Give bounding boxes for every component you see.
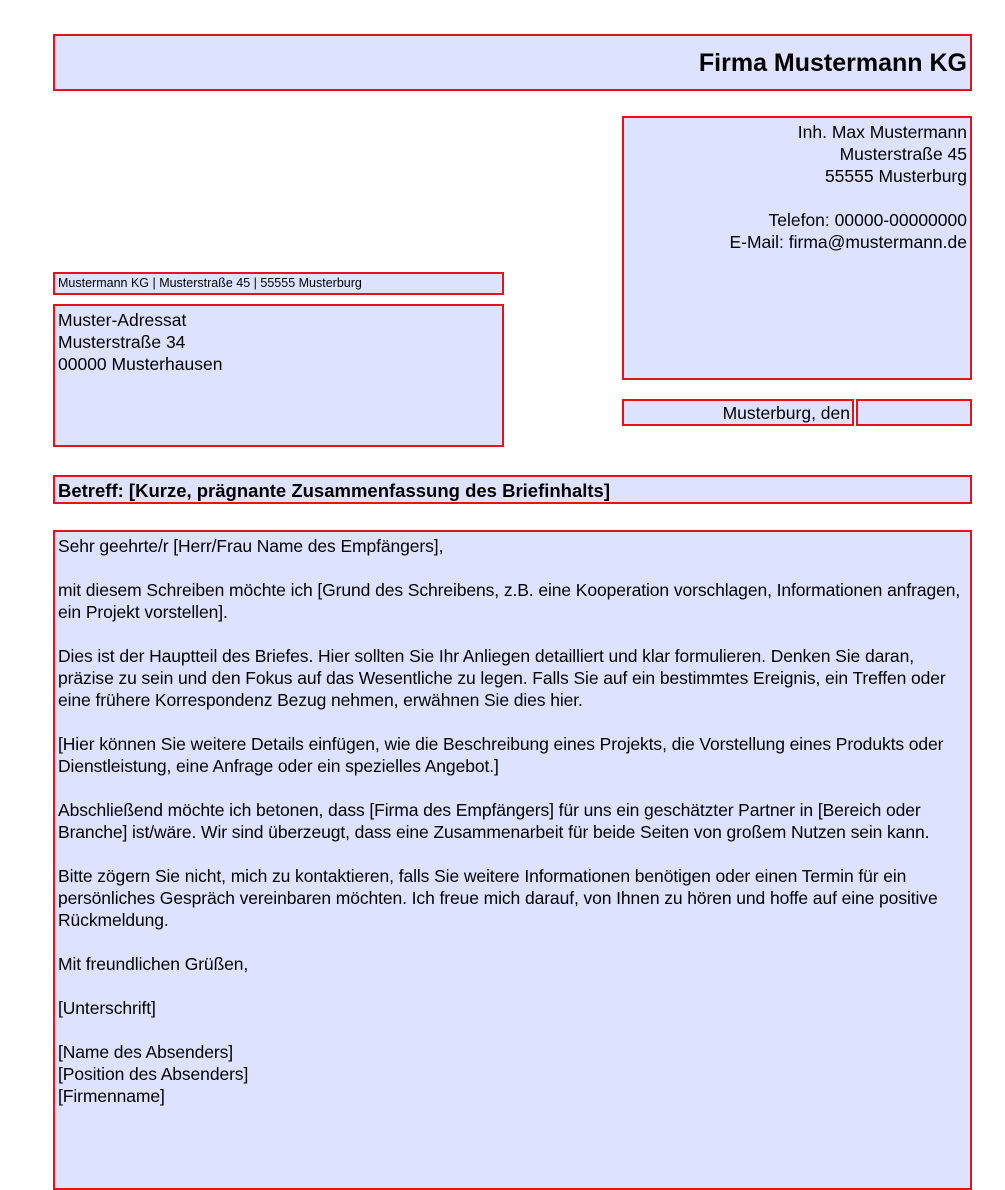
company-name: Firma Mustermann KG [698,49,967,77]
sender-position-placeholder: [Position des Absenders] [58,1064,249,1084]
sender-owner: Inh. Max Mustermann [797,122,967,142]
sender-spacer [624,187,967,209]
signature-placeholder: [Unterschrift] [58,998,156,1018]
body-paragraph: Bitte zögern Sie nicht, mich zu kontaktieren, falls Sie weitere Informationen benötigen oder einen Termin für ein persönliches Gespräch vereinbaren möchten. Ich freue mich darauf, von Ihnen zu hören und hoffe auf eine positive Rückmeldung. [58,866,938,930]
body-paragraph: mit diesem Schreiben möchte ich [Grund des Schreibens, z.B. eine Kooperation vorschlagen, Informationen anfragen, ein Projekt vorstellen]. [58,580,961,622]
sender-email: E-Mail: firma@mustermann.de [729,232,967,252]
letter-body-field[interactable] [53,530,972,1190]
sender-company-placeholder: [Firmenname] [58,1086,165,1106]
subject-text: Betreff: [Kurze, prägnante Zusammenfassung des Briefinhalts] [58,480,611,501]
date-input-field[interactable] [856,399,972,426]
sender-city: 55555 Musterburg [824,166,967,186]
sender-phone: Telefon: 00000-00000000 [768,210,967,230]
sender-name-placeholder: [Name des Absenders] [58,1042,234,1062]
body-paragraph: [Hier können Sie weitere Details einfügen, wie die Beschreibung eines Projekts, die Vorstellung eines Produkts oder Dienstleistung, eine Anfrage oder ein spezielles Angebot.] [58,734,944,776]
body-paragraph: Abschließend möchte ich betonen, dass [Firma des Empfängers] für uns ein geschätzter Partner in [Bereich oder Branche] ist/wäre. Wir sind überzeugt, dass eine Zusammenarbeit für beide Seiten von großem Nutzen sein kann. [58,800,930,842]
return-address: Mustermann KG | Musterstraße 45 | 55555 Musterburg [58,276,362,290]
recipient-address-field[interactable] [53,304,504,447]
salutation: Sehr geehrte/r [Herr/Frau Name des Empfängers], [58,536,444,556]
sender-street: Musterstraße 45 [839,144,967,164]
company-name-field[interactable] [53,34,972,91]
recipient-name: Muster-Adressat [58,310,187,330]
recipient-street: Musterstraße 34 [58,332,186,352]
recipient-city: 00000 Musterhausen [58,354,223,374]
sender-address-field[interactable] [622,116,972,380]
date-label: Musterburg, den [722,403,850,423]
closing: Mit freundlichen Grüßen, [58,954,249,974]
subject-field[interactable] [53,475,972,504]
date-place-field[interactable] [622,399,854,426]
return-address-field[interactable] [53,272,504,295]
body-paragraph: Dies ist der Hauptteil des Briefes. Hier sollten Sie Ihr Anliegen detailliert und klar formulieren. Denken Sie daran, präzise zu sein und den Fokus auf das Wesentliche zu legen. Falls Sie auf ein bestimmtes Ereignis, ein Treffen oder eine frühere Korrespondenz Bezug nehmen, erwähnen Sie dies hier. [58,646,946,710]
